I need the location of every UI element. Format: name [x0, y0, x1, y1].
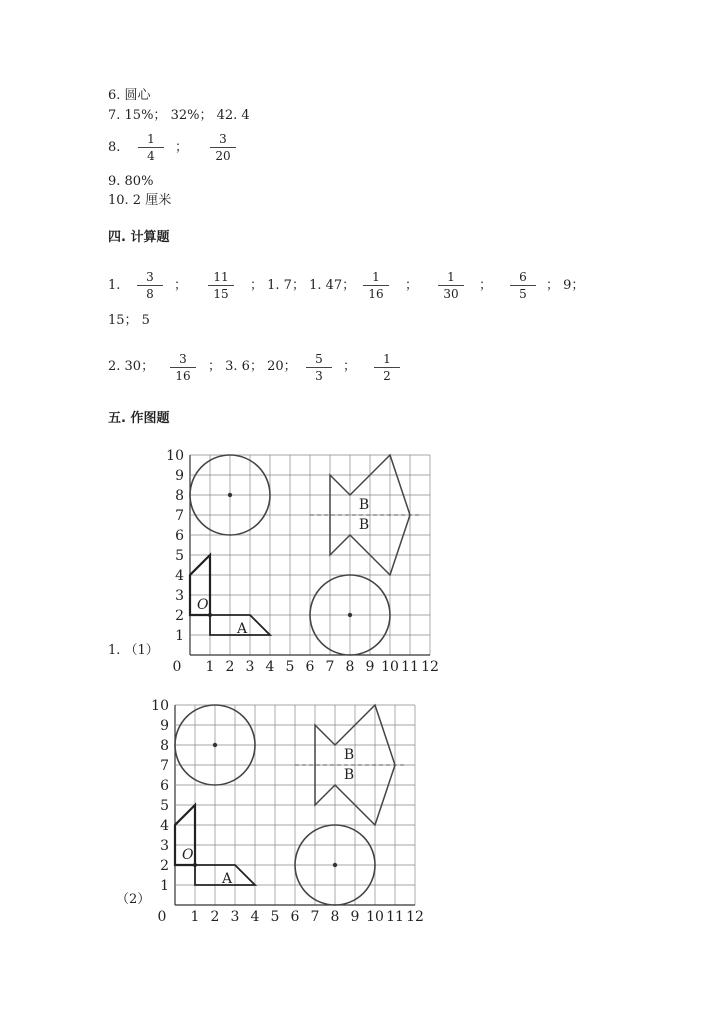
numerator: 6: [510, 270, 536, 286]
answer-8-fraction-1: [138, 132, 164, 163]
denominator: 5: [519, 287, 527, 301]
x-tick-label: 7: [325, 659, 335, 675]
circle-center-dot: [213, 743, 217, 747]
calc-1-sep-3: ；: [405, 278, 419, 293]
label-a: A: [236, 621, 248, 637]
point-o: [208, 613, 212, 617]
y-tick-label: 5: [160, 798, 169, 814]
calc-1-sep-2: ； 1. 7； 1. 47；: [250, 278, 356, 293]
y-tick-label: 9: [175, 468, 184, 484]
calc-1-sep-5: ； 9；: [546, 278, 585, 293]
numerator: 11: [208, 270, 234, 286]
numerator: 5: [306, 352, 332, 368]
calc-1-fraction-4: [438, 270, 464, 301]
denominator: 16: [175, 369, 191, 383]
denominator: 16: [368, 287, 384, 301]
calc-1-sep-4: ；: [479, 278, 493, 293]
calc-2-label: 2. 30；: [108, 359, 155, 374]
denominator: 3: [315, 369, 323, 383]
x-tick-label: 6: [305, 659, 315, 675]
denominator: 30: [443, 287, 459, 301]
denominator: 4: [147, 149, 155, 163]
numerator: 1: [438, 270, 464, 286]
circle-center-dot: [348, 613, 352, 617]
y-tick-label: 4: [175, 568, 184, 584]
numerator: 1: [363, 270, 389, 286]
calc-1-label: 1.: [108, 278, 121, 293]
denominator: 15: [213, 287, 229, 301]
answer-8-label: 8.: [108, 140, 121, 155]
x-tick-label: 3: [230, 909, 240, 925]
x-tick-label: 1: [190, 909, 200, 925]
calc-2-fraction-2: [306, 352, 332, 383]
y-tick-label: 7: [160, 758, 169, 774]
answer-9: 9. 80%: [108, 174, 154, 189]
numerator: 1: [374, 352, 400, 368]
y-tick-label: 8: [160, 738, 169, 754]
x-tick-label: 11: [401, 659, 419, 675]
label-b-upper: B: [343, 747, 355, 763]
label-o: O: [197, 597, 209, 613]
y-tick-label: 4: [160, 818, 169, 834]
denominator: 2: [383, 369, 391, 383]
drawing-2-label: （2）: [116, 892, 151, 907]
section-5-title: 五. 作图题: [108, 411, 170, 426]
x-tick-label: 6: [290, 909, 300, 925]
x-tick-label: 11: [386, 909, 404, 925]
x-tick-label: 1: [205, 659, 215, 675]
coordinate-grid-1: [150, 440, 450, 680]
label-b-lower: B: [343, 767, 355, 783]
numerator: 3: [137, 270, 163, 286]
numerator: 3: [170, 352, 196, 368]
x-tick-label: 12: [406, 909, 424, 925]
x-tick-label: 4: [265, 659, 275, 675]
x-tick-label: 9: [350, 909, 360, 925]
calc-1-line-2: 15； 5: [108, 313, 150, 328]
circle-center-dot: [228, 493, 232, 497]
numerator: 1: [138, 132, 164, 148]
section-4-title: 四. 计算题: [108, 230, 170, 245]
y-tick-label: 7: [175, 508, 184, 524]
y-tick-label: 1: [175, 628, 184, 644]
x-tick-label: 5: [285, 659, 295, 675]
calc-1-fraction-2: [208, 270, 234, 301]
y-tick-label: 6: [160, 778, 169, 794]
y-tick-label: 10: [151, 698, 169, 714]
y-tick-label: 9: [160, 718, 169, 734]
label-b-upper: B: [358, 497, 370, 513]
answer-8-separator: ；: [175, 140, 189, 155]
x-tick-label: 8: [330, 909, 340, 925]
x-tick-label: 8: [345, 659, 355, 675]
y-tick-label: 5: [175, 548, 184, 564]
x-tick-label: 7: [310, 909, 320, 925]
y-tick-label: 3: [175, 588, 184, 604]
y-tick-label: 8: [175, 488, 184, 504]
x-tick-label: 3: [245, 659, 255, 675]
y-tick-label: 2: [175, 608, 184, 624]
denominator: 8: [146, 287, 154, 301]
calc-1-fraction-3: [363, 270, 389, 301]
x-tick-label: 0: [172, 659, 182, 675]
answer-6: 6. 圆心: [108, 88, 151, 103]
y-tick-label: 2: [160, 858, 169, 874]
answer-7: 7. 15%； 32%； 42. 4: [108, 108, 250, 123]
calc-1-fraction-5: [510, 270, 536, 301]
calc-2-fraction-3: [374, 352, 400, 383]
answer-10: 10. 2 厘米: [108, 193, 172, 208]
x-tick-label: 2: [210, 909, 220, 925]
y-tick-label: 10: [166, 448, 184, 464]
x-tick-label: 4: [250, 909, 260, 925]
y-tick-label: 6: [175, 528, 184, 544]
answer-8-fraction-2: [210, 132, 236, 163]
label-a: A: [221, 871, 233, 887]
calc-1-fraction-1: [137, 270, 163, 301]
numerator: 3: [210, 132, 236, 148]
label-o: O: [182, 847, 194, 863]
point-o: [193, 863, 197, 867]
x-tick-label: 0: [157, 909, 167, 925]
x-tick-label: 9: [365, 659, 375, 675]
denominator: 20: [215, 149, 231, 163]
x-tick-label: 10: [381, 659, 399, 675]
calc-1-sep-1: ；: [174, 278, 188, 293]
y-tick-label: 1: [160, 878, 169, 894]
coordinate-grid-2: [135, 690, 435, 930]
x-tick-label: 10: [366, 909, 384, 925]
x-tick-label: 5: [270, 909, 280, 925]
y-tick-label: 3: [160, 838, 169, 854]
calc-2-sep-1: ； 3. 6； 20；: [208, 359, 297, 374]
label-b-lower: B: [358, 517, 370, 533]
circle-center-dot: [333, 863, 337, 867]
x-tick-label: 2: [225, 659, 235, 675]
x-tick-label: 12: [421, 659, 439, 675]
drawing-1-label: 1. （1）: [108, 643, 159, 658]
calc-2-sep-2: ；: [343, 359, 357, 374]
calc-2-fraction-1: [170, 352, 196, 383]
